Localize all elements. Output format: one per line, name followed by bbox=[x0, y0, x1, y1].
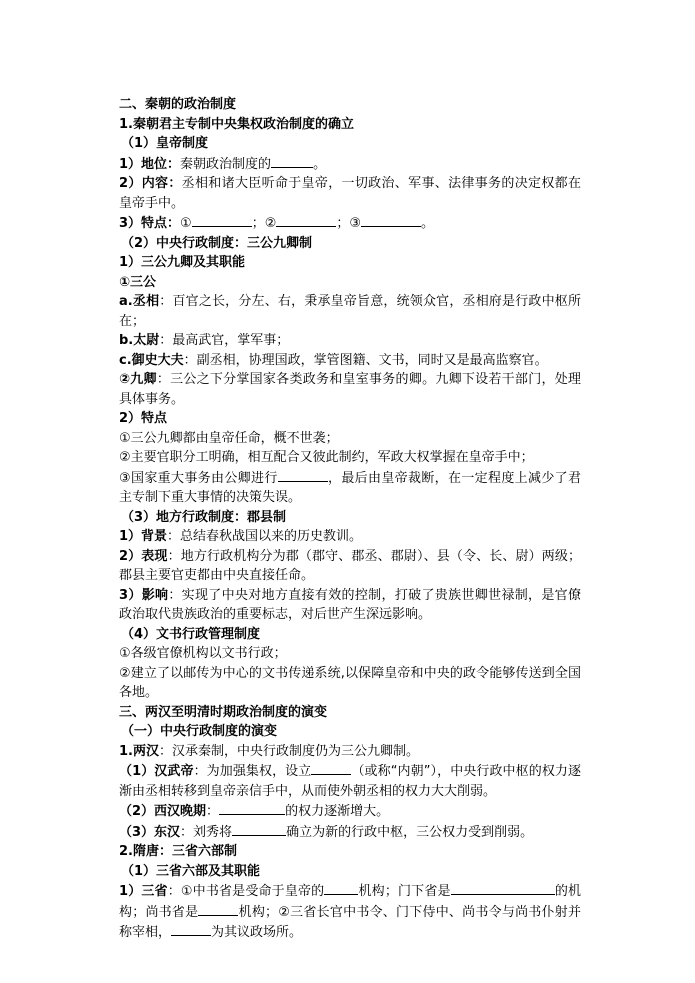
text-paragraph: ③国家重大事务由公卿进行 ，最后由皇帝裁断，在一定程度上减少了君主专制下重大事情的决策失误。 bbox=[119, 468, 581, 508]
text-line: 1）地位：秦朝政治制度的 。 bbox=[119, 154, 581, 175]
text-line: ①三公九卿都由皇帝任命，概不世袭； bbox=[119, 430, 339, 446]
fill-blank[interactable] bbox=[219, 801, 285, 815]
subsection-heading: （一）中央行政制度的演变 bbox=[121, 724, 278, 739]
item-heading: （2）中央行政制度：三公九卿制 bbox=[121, 235, 313, 251]
item-heading: （4）文书行政管理制度 bbox=[121, 626, 261, 642]
section-heading: 三、两汉至明清时期政治制度的演变 bbox=[119, 704, 328, 720]
fill-blank[interactable] bbox=[198, 902, 238, 916]
item-heading: （1）三省六部及其职能 bbox=[121, 863, 261, 879]
fill-blank[interactable] bbox=[232, 822, 286, 836]
text-paragraph: （1）汉武帝：为加强集权，设立 （或称“内朝”），中央行政中枢的权力逐渐由丞相转移到皇帝亲信手中，从而使外朝丞相的权力大大削弱。 bbox=[119, 761, 581, 801]
fill-blank[interactable] bbox=[311, 761, 351, 775]
text-line: 3）特点：① ；② ；③ 。 bbox=[119, 213, 581, 234]
document-page bbox=[119, 95, 581, 943]
text-line: （3）东汉：刘秀将 确立为新的行政中枢，三公权力受到削弱。 bbox=[119, 822, 581, 843]
text-line: 1）背景：总结春秋战国以来的历史教训。 bbox=[119, 529, 363, 544]
text-paragraph: ②建立了以邮传为中心的文书传递系统,以保障皇帝和中央的政令能够传送到全国各地。 bbox=[119, 665, 581, 700]
fill-blank[interactable] bbox=[192, 213, 252, 227]
text-paragraph: ②九卿：三公之下分掌国家各类政务和皇室事务的卿。九卿下设若干部门，处理具体事务。 bbox=[119, 372, 581, 407]
fill-blank[interactable] bbox=[278, 468, 328, 482]
fill-blank[interactable] bbox=[271, 154, 313, 168]
fill-blank[interactable] bbox=[324, 881, 358, 895]
text-line: 1.两汉：汉承秦制，中央行政制度仍为三公九卿制。 bbox=[119, 743, 419, 759]
fill-blank[interactable] bbox=[276, 213, 336, 227]
text-line: ①各级官僚机构以文书行政； bbox=[119, 646, 287, 661]
text-line: c.御史大夫：副丞相，协理国政，掌管图籍、文书，同时又是最高监察官。 bbox=[119, 352, 548, 368]
text-line: b.太尉：最高武官，掌军事； bbox=[119, 333, 290, 348]
text-paragraph: a.丞相：百官之长，分左、右，秉承皇帝旨意，统领众官，丞相府是行政中枢所在； bbox=[119, 294, 581, 329]
text-paragraph: 3）影响：实现了中央对地方直接有效的控制，打破了贵族世卿世禄制，是官僚政治取代贵族政治的重要标志，对后世产生深远影响。 bbox=[119, 587, 581, 622]
text-paragraph: 2）内容：丞相和诸大臣听命于皇帝，一切政治、军事、法律事务的决定权都在皇帝手中。 bbox=[119, 176, 581, 211]
section-heading: 二、秦朝的政治制度 bbox=[119, 97, 237, 112]
item-subheading: 2）特点 bbox=[119, 411, 168, 426]
text-line: ②主要官职分工明确，相互配合又彼此制约，军政大权掌握在皇帝手中； bbox=[119, 450, 534, 465]
item-subheading: ①三公 bbox=[119, 274, 157, 290]
fill-blank[interactable] bbox=[451, 881, 555, 895]
subsection-heading: 1.秦朝君主专制中央集权政治制度的确立 bbox=[119, 116, 354, 132]
text-line: （2）西汉晚期： 的权力逐渐增大。 bbox=[119, 801, 581, 822]
text-paragraph: 1）三省：①中书省是受命于皇帝的 机构；门下省是 的机构；尚书省是 机构；②三省长官中书令、门下侍中、尚书令与尚书仆射并称宰相， 为其议政场所。 bbox=[119, 881, 581, 943]
item-heading: （3）地方行政制度：郡县制 bbox=[121, 509, 287, 525]
text-line: 2.隋唐：三省六部制 bbox=[119, 844, 237, 859]
text-paragraph: 2）表现：地方行政机构分为郡（郡守、郡丞、郡尉）、县（令、长、尉）两级；郡县主要官吏都由中央直接任命。 bbox=[119, 548, 581, 583]
item-subheading: 1）三公九卿及其职能 bbox=[119, 255, 246, 270]
item-heading: （1）皇帝制度 bbox=[121, 136, 209, 151]
fill-blank[interactable] bbox=[171, 922, 211, 936]
fill-blank[interactable] bbox=[361, 213, 421, 227]
